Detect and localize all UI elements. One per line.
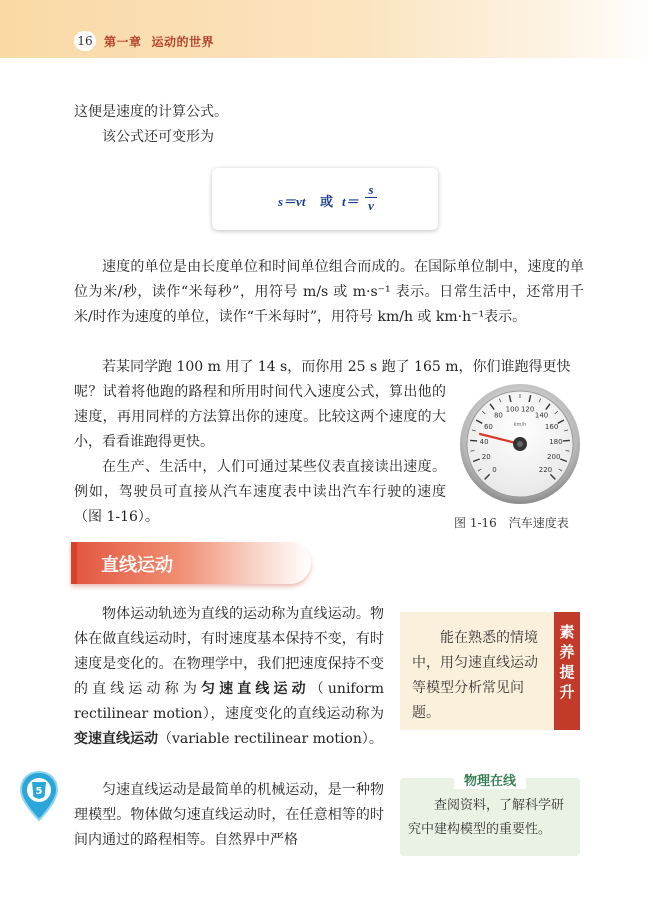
- paragraph-compare-b: 呢？试着将他跑的路程和所用时间代入速度公式，算出他的速度，再用同样的方法算出你的速度。比较这两个速度的大小，看看谁跑得更快。: [74, 384, 446, 450]
- gauge-tick-label: 0: [492, 465, 497, 474]
- gauge-tick-label: 100: [505, 405, 520, 414]
- term-variable-motion: 变速直线运动: [74, 731, 158, 747]
- section-banner: [71, 542, 311, 584]
- physics-online-text: 查阅资料，了解科学研究中建构模型的重要性。: [408, 798, 565, 837]
- paragraph-meter: 在生产、生活中，人们可通过某些仪表直接读出速度。例如，驾驶员可直接从汽车速度表中读出汽车行驶的速度（图 1-16）。: [74, 459, 446, 525]
- chapter-heading: [104, 33, 214, 50]
- pin-icon-label: 5: [35, 786, 43, 797]
- speedometer-figure: [458, 382, 582, 506]
- gauge-unit: km/h: [513, 422, 527, 428]
- gauge-tick-label: 80: [493, 411, 503, 420]
- competency-box: [400, 612, 580, 730]
- gauge-tick-label: 140: [534, 411, 549, 420]
- paragraph-linear-1: [74, 602, 384, 752]
- formula-denominator: v: [368, 198, 374, 213]
- gauge-tick-label: 120: [520, 405, 535, 414]
- paragraph-compare-a: 若某同学跑 100 m 用了 14 s，而你用 25 s 跑了 165 m，你们谁跑得更快: [102, 359, 571, 375]
- html5-pin-icon[interactable]: [18, 770, 60, 822]
- competency-tag: 素养提升: [554, 612, 580, 730]
- gauge-tick-label: 20: [481, 453, 491, 462]
- formula-box: [212, 168, 438, 230]
- gauge-tick-label: 60: [483, 423, 493, 432]
- gauge-tick-label: 160: [544, 423, 559, 432]
- formula-t: t＝: [342, 194, 359, 209]
- formula-or: 或: [320, 194, 334, 209]
- gauge-tick-label: 180: [549, 437, 563, 446]
- page-number: 16: [74, 31, 96, 51]
- term-uniform-motion: 匀速直线运动: [200, 681, 310, 697]
- term-variable-english: （variable rectilinear motion）。: [158, 731, 383, 747]
- text-line-2: 该公式还可变形为: [102, 129, 214, 145]
- competency-text: 能在熟悉的情境中，用匀速直线运动等模型分析常见问题。: [412, 630, 538, 721]
- figure-caption: 图 1-16 汽车速度表: [454, 516, 569, 530]
- physics-online-title: 物理在线: [454, 770, 526, 789]
- chapter-number: 第一章: [104, 35, 142, 49]
- formula-s-vt: s＝vt: [278, 194, 306, 209]
- gauge-tick-label: 200: [547, 453, 561, 462]
- text-line-1: 这便是速度的计算公式。: [74, 104, 228, 120]
- formula-fraction: [365, 182, 377, 213]
- paragraph-units: 速度的单位是由长度单位和时间单位组合而成的。在国际单位制中，速度的单位为米/秒，读作“米每秒”，用符号 m/s 或 m·s⁻¹ 表示。日常生活中，还常用千米/时作为速度的单位，读作“千米每时”，用符号 km/h 或 km·h⁻¹表示。: [74, 259, 584, 325]
- gauge-tick-label: 220: [538, 465, 553, 474]
- chapter-title: 运动的世界: [151, 35, 215, 49]
- gauge-tick-label: 40: [479, 437, 489, 446]
- term-uniform-english: （uniform rectilinear motion），速度变化的直线运动称为: [74, 681, 385, 722]
- section-title: 直线运动: [101, 555, 173, 576]
- paragraph-linear-1-text: 物体运动轨迹为直线的运动称为直线运动。物体在做直线运动时，有时速度基本保持不变，有时速度是变化的。在物理学中，我们把速度保持不变的直线运动称为: [74, 606, 384, 697]
- page-header: [0, 0, 653, 58]
- paragraph-linear-2: 匀速直线运动是最简单的机械运动，是一种物理模型。物体做匀速直线运动时，在任意相等的时间内通过的路程相等。自然界中严格: [74, 782, 384, 848]
- physics-online-box: [400, 774, 580, 856]
- formula-numerator: s: [365, 182, 377, 198]
